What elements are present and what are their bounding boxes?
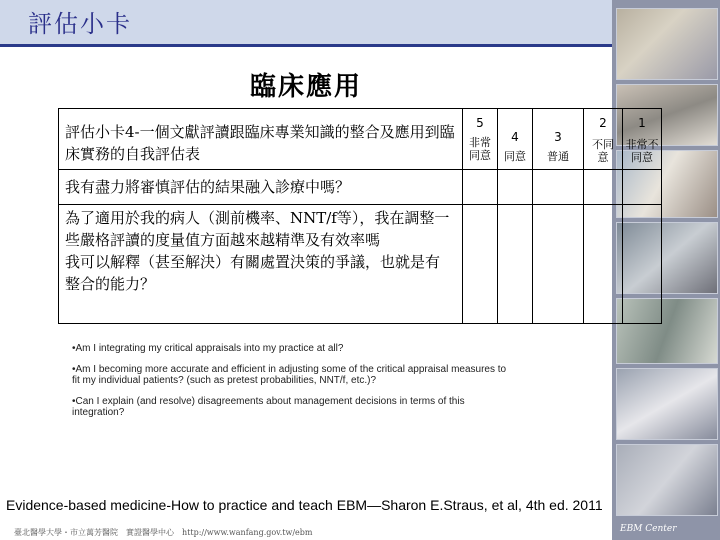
self-assessment-table bbox=[58, 108, 662, 324]
rating-cell[interactable] bbox=[533, 205, 584, 324]
note-item: •Can I explain (and resolve) disagreements about management decisions in terms of this integration? bbox=[72, 395, 465, 418]
rating-cell[interactable] bbox=[463, 170, 498, 205]
rating-cell[interactable] bbox=[533, 170, 584, 205]
question-text: 我可以解釋（甚至解決）有關處置決策的爭議，也就是有整合的能力？ bbox=[65, 253, 441, 293]
scale-header bbox=[533, 109, 584, 170]
footer bbox=[0, 521, 612, 540]
question-text: 我有盡力將審慎評估的結果融入診療中嗎？ bbox=[65, 178, 351, 196]
scale-header bbox=[584, 109, 623, 170]
scale-header bbox=[463, 109, 498, 170]
rating-cell[interactable] bbox=[498, 170, 533, 205]
table-row bbox=[59, 205, 662, 324]
scale-label: 非常同意 bbox=[469, 136, 491, 162]
header-title: 評估小卡 bbox=[28, 10, 132, 38]
question-cell bbox=[59, 170, 463, 205]
scale-label: 普通 bbox=[547, 150, 569, 163]
scale-number: 1 bbox=[638, 116, 646, 130]
footer-text: 臺北醫學大學・市立萬芳醫院 實證醫學中心 http://www.wanfang.gov.tw/ebm bbox=[14, 528, 313, 537]
rating-cell[interactable] bbox=[584, 205, 623, 324]
question-text: 評估小卡4-一個文獻評讀跟臨床專業知識的整合及應用到臨床實務的自我評估表 bbox=[65, 123, 455, 163]
header-bar bbox=[0, 0, 612, 44]
question-cell bbox=[59, 109, 463, 170]
scale-number: 3 bbox=[554, 130, 562, 144]
sidebar-photo bbox=[616, 444, 718, 516]
sidebar-photo bbox=[616, 368, 718, 440]
scale-label: 不同意 bbox=[592, 138, 614, 164]
question-text: 為了適用於我的病人（測前機率、NNT/f等），我在調整一些嚴格評讀的度量值方面越來越精準及有效率嗎 bbox=[65, 209, 450, 249]
rating-cell[interactable] bbox=[623, 170, 662, 205]
rating-cell[interactable] bbox=[498, 205, 533, 324]
scale-number: 4 bbox=[511, 130, 519, 144]
citation: Evidence-based medicine-How to practice and teach EBM—Sharon E.Straus, et al, 4th ed. 2011 bbox=[6, 497, 603, 513]
footer-logo-text: EBM Center bbox=[620, 524, 677, 534]
scale-number: 2 bbox=[599, 116, 607, 130]
sidebar-photo bbox=[616, 8, 718, 80]
rating-cell[interactable] bbox=[463, 205, 498, 324]
question-cell bbox=[59, 205, 463, 324]
scale-number: 5 bbox=[476, 116, 484, 130]
english-notes bbox=[72, 343, 512, 428]
scale-header bbox=[498, 109, 533, 170]
scale-label: 非常不同意 bbox=[625, 138, 659, 164]
table-row bbox=[59, 170, 662, 205]
scale-label: 同意 bbox=[504, 150, 526, 163]
note-item: •Am I becoming more accurate and efficient in adjusting some of the critical appraisal measures to fit my individual patients? (such as pretest probabilities, NNT/f, etc.)? bbox=[72, 363, 507, 386]
slide-title: 臨床應用 bbox=[249, 72, 362, 102]
rating-cell[interactable] bbox=[623, 205, 662, 324]
rating-cell[interactable] bbox=[584, 170, 623, 205]
note-item: •Am I integrating my critical appraisals into my practice at all? bbox=[72, 343, 344, 354]
header-divider bbox=[0, 44, 612, 47]
table-header-row bbox=[59, 109, 662, 170]
scale-header bbox=[623, 109, 662, 170]
